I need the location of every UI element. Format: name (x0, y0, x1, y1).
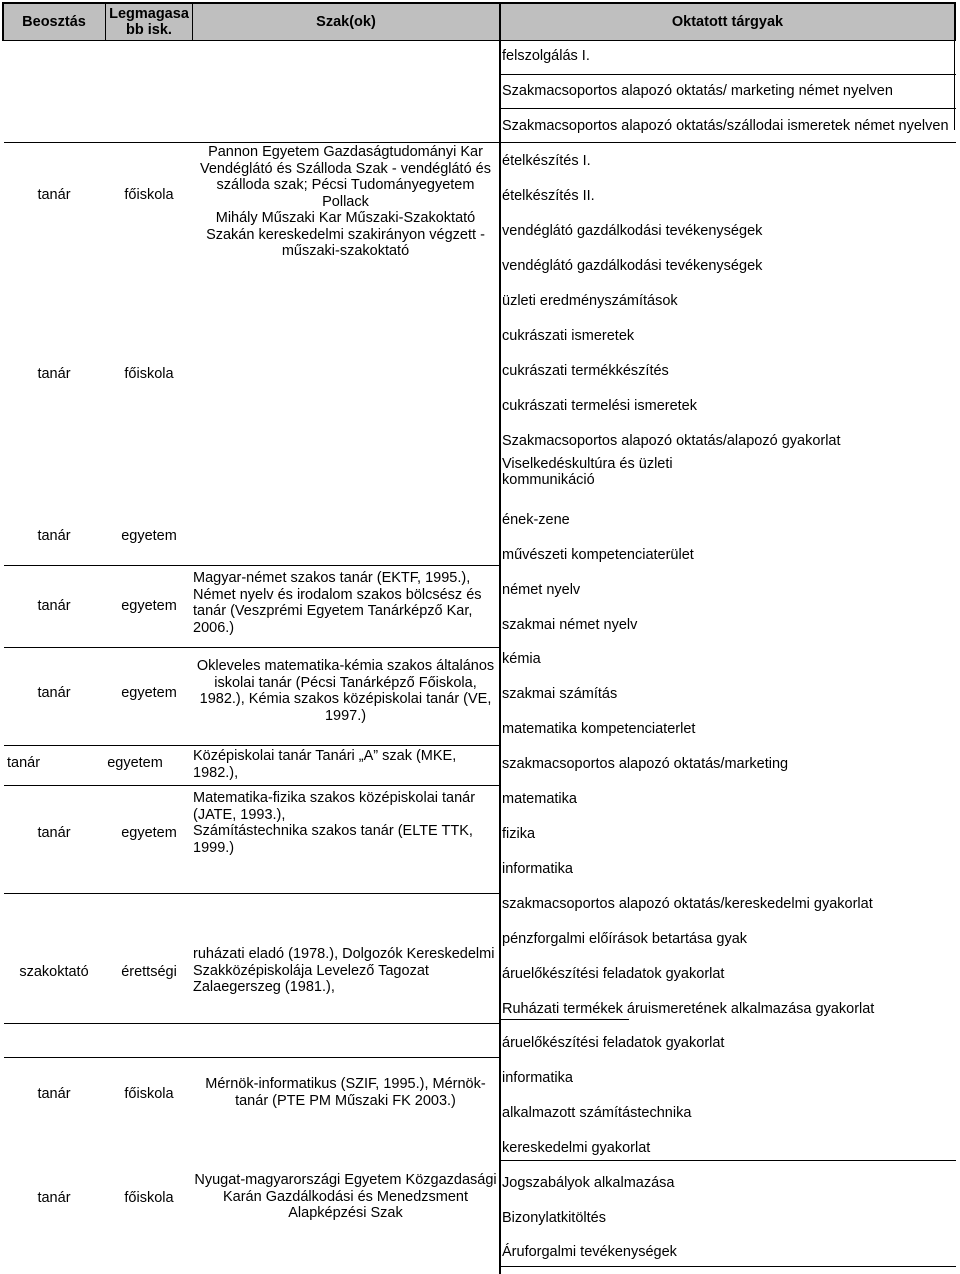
header-divider-2 (192, 2, 193, 40)
header-szakok (193, 3, 499, 41)
subject-item: informatika (502, 1070, 573, 1086)
subject-item: ének-zene (502, 512, 570, 528)
subject-separator (499, 74, 956, 75)
row-6-beosztas: tanár (7, 755, 41, 771)
subject-item: Ruházati termékek áruismeretének alkalmazása gyakorlat (502, 1001, 875, 1017)
subject-item: művészeti kompetenciaterület (502, 547, 694, 563)
row-separator (4, 1023, 499, 1024)
row-1-szak-line: szálloda szak; Pécsi Tudományegyetem Pollack (216, 177, 475, 210)
subject-item: szakmai német nyelv (502, 617, 638, 633)
subject-item: matematika (502, 791, 577, 807)
row-8-szak (193, 946, 498, 996)
subject-item: kémia (502, 651, 541, 667)
header-divider-3 (499, 2, 501, 40)
row-10-beosztas: tanár (37, 1190, 71, 1206)
row-10-szak-line: Alapképzési Szak (288, 1205, 403, 1221)
row-3-beosztas: tanár (37, 528, 71, 544)
subject-item: Szakmacsoportos alapozó oktatás/ marketing német nyelven (502, 83, 893, 99)
row-9-szak (193, 1076, 498, 1109)
row-7-szak-line: (JATE, 1993.), (193, 806, 286, 823)
header-legmagasabb-line2: bb isk. (126, 22, 172, 38)
row-6-iskola: egyetem (107, 755, 163, 771)
header-legmagasabb (106, 3, 192, 41)
row-5-iskola: egyetem (121, 685, 177, 701)
header-targyak-label: Oktatott tárgyak (671, 14, 784, 30)
row-10-szak-line: Nyugat-magyarországi Egyetem Közgazdasági (194, 1172, 497, 1188)
row-1-szak-line: Pannon Egyetem Gazdaságtudományi Kar (208, 144, 483, 160)
subject-item: áruelőkészítési feladatok gyakorlat (502, 1035, 725, 1051)
subject-item: matematika kompetenciaterlet (502, 721, 696, 737)
subject-item: Áruforgalmi tevékenységek (502, 1244, 677, 1260)
subject-item: kommunikáció (502, 472, 595, 488)
row-7-szak (193, 790, 498, 856)
subject-item: Szakmacsoportos alapozó oktatás/szállodai ismeretek német nyelven (502, 118, 949, 134)
row-1-szak-line: Vendéglátó és Szálloda Szak - vendéglátó és (199, 160, 491, 177)
row-separator (4, 142, 499, 143)
row-5-szak-line: 1982.), Kémia szakos középiskolai tanár (VE, (199, 691, 492, 707)
row-4-szak-line: 2006.) (193, 619, 235, 636)
subject-item: cukrászati termelési ismeretek (502, 398, 697, 414)
subject-item: szakmacsoportos alapozó oktatás/marketing (502, 756, 789, 772)
header-divider-1 (105, 2, 106, 40)
header-legmagasabb-line1: Legmagasa (109, 6, 189, 22)
row-1-szak-line: Mihály Műszaki Kar Műszaki-Szakoktató (215, 210, 476, 226)
row-10-szak-line: Karán Gazdálkodási és Menedzsment (222, 1188, 469, 1205)
row-1-szak-line: műszaki-szakoktató (281, 243, 410, 259)
subject-item: szakmai számítás (502, 686, 618, 702)
row-4-iskola: egyetem (121, 598, 177, 614)
header-beosztas-label: Beosztás (22, 14, 86, 30)
row-9-szak-line: Mérnök-informatikus (SZIF, 1995.), Mérnök- (205, 1076, 486, 1092)
row-separator (4, 647, 499, 648)
subject-item: szakmacsoportos alapozó oktatás/kereskedelmi gyakorlat (502, 896, 873, 912)
row-8-beosztas: szakoktató (19, 964, 89, 980)
row-2-iskola: főiskola (124, 366, 174, 382)
row-6-szak (193, 748, 498, 781)
subject-item: üzleti eredményszámítások (502, 293, 678, 309)
subject-item: vendéglátó gazdálkodási tevékenységek (502, 223, 763, 239)
row-6-szak-line: Középiskolai tanár Tanári „A” szak (MKE, (193, 748, 457, 764)
row-8-szak-line: ruházati eladó (1978.), Dolgozók Kereskedelmi (193, 946, 495, 962)
row-8-szak-line: Szakközépiskolája Levelező Tagozat (193, 962, 429, 979)
header-bottom-border (2, 40, 956, 41)
header-beosztas (3, 3, 105, 41)
row-9-szak-line: tanár (PTE PM Műszaki FK 2003.) (235, 1092, 456, 1109)
subject-item: ételkészítés II. (502, 188, 595, 204)
row-8-iskola: érettségi (121, 964, 177, 980)
row-10-iskola: főiskola (124, 1190, 174, 1206)
subject-item: felszolgálás I. (502, 48, 590, 64)
header-targyak (500, 3, 955, 41)
row-1-szak (193, 144, 498, 260)
row-separator (4, 565, 499, 566)
row-7-szak-line: 1999.) (193, 839, 235, 856)
row-4-szak-line: tanár (Veszprémi Egyetem Tanárképző Kar, (193, 603, 473, 619)
subject-item: Bizonylatkitöltés (502, 1210, 606, 1226)
row-4-szak (193, 570, 498, 636)
subject-separator (499, 1019, 629, 1020)
row-5-szak-line: iskolai tanár (Pécsi Tanárképző Főiskola, (214, 674, 477, 691)
header-szakok-label: Szak(ok) (316, 14, 376, 30)
subject-item: Szakmacsoportos alapozó oktatás/alapozó gyakorlat (502, 433, 841, 449)
subject-item: ételkészítés I. (502, 153, 591, 169)
row-1-szak-line: Szakán kereskedelmi szakirányon végzett - (206, 226, 485, 243)
row-10-szak (193, 1172, 498, 1222)
row-4-beosztas: tanár (37, 598, 71, 614)
row-4-szak-line: Német nyelv és irodalom szakos bölcsész és (193, 586, 482, 603)
subject-item: Viselkedéskultúra és üzleti (502, 456, 673, 472)
row-7-szak-line: Matematika-fizika szakos középiskolai tanár (193, 790, 476, 806)
subject-item: vendéglátó gazdálkodási tevékenységek (502, 258, 763, 274)
row-1-beosztas: tanár (37, 187, 71, 203)
table-left-border (2, 2, 4, 40)
row-4-szak-line: Magyar-német szakos tanár (EKTF, 1995.), (193, 570, 471, 586)
row-separator (4, 745, 499, 746)
row-separator (4, 785, 499, 786)
header-top-border (2, 2, 956, 4)
row-2-beosztas: tanár (37, 366, 71, 382)
subject-item: cukrászati termékkészítés (502, 363, 669, 379)
row-3-iskola: egyetem (121, 528, 177, 544)
row-5-szak (193, 658, 498, 724)
table-right-border (954, 2, 956, 40)
subject-item: fizika (502, 826, 536, 842)
subject-item: Jogszabályok alkalmazása (502, 1175, 675, 1191)
row-1-iskola: főiskola (124, 187, 174, 203)
subject-item: német nyelv (502, 582, 581, 598)
row-9-iskola: főiskola (124, 1086, 174, 1102)
subject-separator (499, 1266, 956, 1267)
subject-column-left-border (499, 40, 501, 1274)
row-separator (4, 893, 499, 894)
subject-separator (499, 108, 956, 109)
row-7-beosztas: tanár (37, 825, 71, 841)
subject-item: áruelőkészítési feladatok gyakorlat (502, 966, 725, 982)
row-7-iskola: egyetem (121, 825, 177, 841)
subject-item: alkalmazott számítástechnika (502, 1105, 692, 1121)
row-7-szak-line: Számítástechnika szakos tanár (ELTE TTK, (193, 823, 473, 839)
row-separator (4, 1057, 499, 1058)
row-5-szak-line: 1997.) (324, 707, 367, 724)
row-8-szak-line: Zalaegerszeg (1981.), (193, 979, 335, 995)
row-6-szak-line: 1982.), (193, 764, 239, 781)
subject-separator (499, 142, 956, 143)
row-5-szak-line: Okleveles matematika-kémia szakos általános (196, 658, 495, 674)
row-5-beosztas: tanár (37, 685, 71, 701)
subject-item: cukrászati ismeretek (502, 328, 635, 344)
subject-item: kereskedelmi gyakorlat (502, 1140, 651, 1156)
row-9-beosztas: tanár (37, 1086, 71, 1102)
subject-item: informatika (502, 861, 573, 877)
subject-separator (499, 1160, 956, 1161)
subject-column-right-border (954, 40, 955, 130)
subject-item: pénzforgalmi előírások betartása gyak (502, 931, 748, 947)
